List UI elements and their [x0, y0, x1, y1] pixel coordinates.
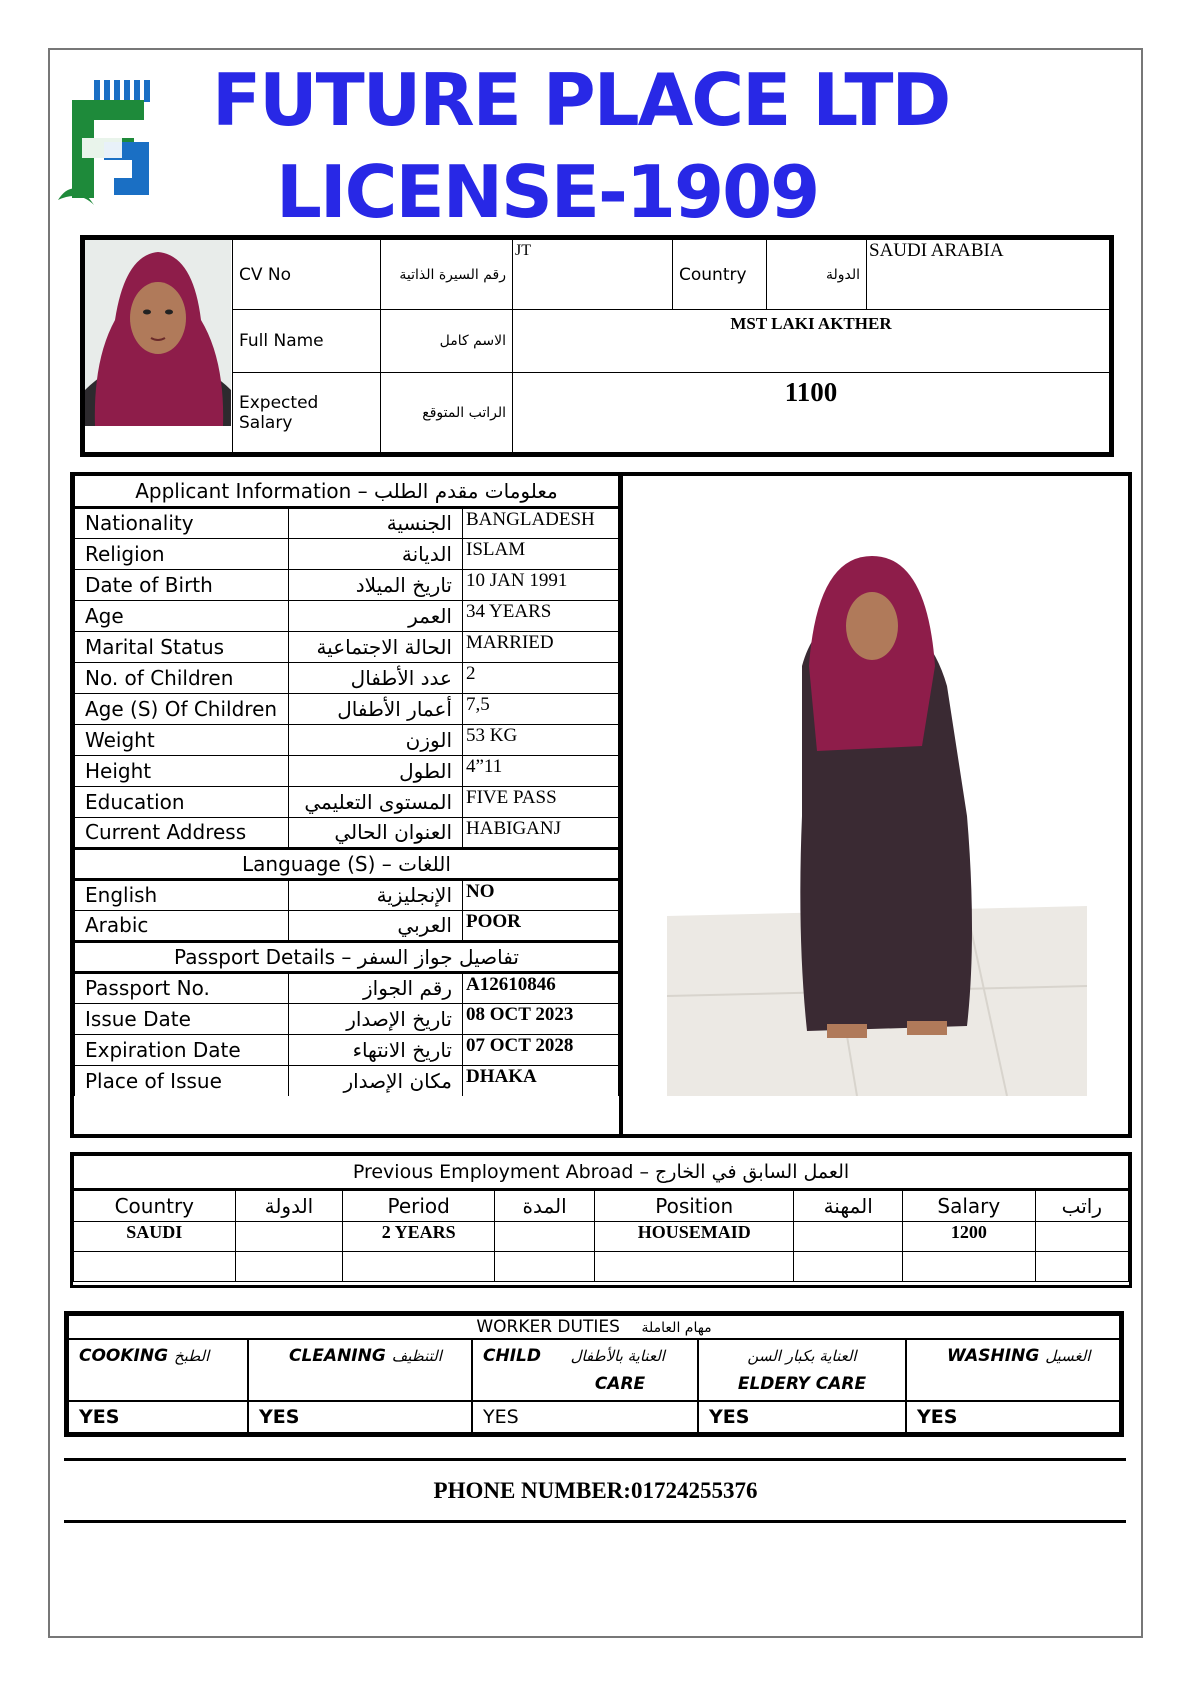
row-label-ar: رقم الجواز [289, 972, 463, 1003]
table-row [75, 786, 619, 817]
row-label: Date of Birth [75, 569, 289, 600]
row-label-ar: العمر [289, 600, 463, 631]
duty-label-ar: التنظيف [391, 1347, 442, 1365]
table-row [75, 755, 619, 786]
duty-label-ar: العناية بكبار السن [747, 1347, 857, 1365]
duty-label-ar: العناية بالأطفال [570, 1347, 665, 1365]
weight-value: 53 KG [463, 724, 619, 755]
company-logo-icon [54, 80, 164, 215]
table-row [75, 569, 619, 600]
row-label: No. of Children [75, 662, 289, 693]
table-row [75, 817, 619, 848]
column-divider [619, 476, 623, 1134]
divider-line [64, 1458, 1126, 1461]
row-label: Age (S) Of Children [75, 693, 289, 724]
applicant-info-heading: Applicant Information – معلومات مقدم الطلب [75, 476, 619, 507]
duty-cooking [68, 1339, 248, 1401]
applicant-info-box [70, 472, 1132, 1138]
divider-line [64, 1520, 1126, 1523]
child-care-value: YES [472, 1401, 698, 1433]
employment-heading: Previous Employment Abroad – العمل السابق في الخارج [74, 1156, 1129, 1190]
duty-label-ar: الغسيل [1045, 1347, 1091, 1365]
row-label-ar: الإنجليزية [289, 879, 463, 910]
employment-position: HOUSEMAID [595, 1222, 794, 1252]
row-label: Height [75, 755, 289, 786]
row-label-ar: العربي [289, 910, 463, 941]
cv-no-value: JT [513, 240, 673, 310]
row-label-ar: الوزن [289, 724, 463, 755]
row-label-ar: الطول [289, 755, 463, 786]
full-name-label-ar: الاسم كامل [381, 310, 513, 373]
table-row [75, 972, 619, 1003]
issue-date-value: 08 OCT 2023 [463, 1003, 619, 1034]
portrait-photo [85, 240, 233, 453]
row-label-ar: المستوى التعليمي [289, 786, 463, 817]
duty-washing [906, 1339, 1120, 1401]
expected-salary-label-ar: الراتب المتوقع [381, 373, 513, 453]
employment-period: 2 YEARS [343, 1222, 495, 1252]
table-row [74, 1222, 1129, 1252]
applicant-info-table [74, 476, 619, 1096]
cleaning-value: YES [248, 1401, 472, 1433]
cooking-value: YES [68, 1401, 248, 1433]
row-label: Issue Date [75, 1003, 289, 1034]
full-body-photo [667, 516, 1087, 1096]
row-label-ar: الحالة الاجتماعية [289, 631, 463, 662]
col-position: Position [595, 1190, 794, 1222]
table-row [75, 879, 619, 910]
phone-number: PHONE NUMBER:01724255376 [433, 1478, 758, 1503]
english-value: NO [463, 879, 619, 910]
cv-no-label-ar: رقم السيرة الذاتية [381, 240, 513, 310]
duty-label-ar: الطبخ [173, 1347, 210, 1365]
company-name: FUTURE PLACE LTD [212, 58, 950, 142]
duty-cleaning [248, 1339, 472, 1401]
washing-value: YES [906, 1401, 1120, 1433]
row-label-ar: العنوان الحالي [289, 817, 463, 848]
row-label: Religion [75, 538, 289, 569]
previous-employment-box [70, 1152, 1132, 1288]
nationality-value: BANGLADESH [463, 507, 619, 538]
col-period: Period [343, 1190, 495, 1222]
row-label: Weight [75, 724, 289, 755]
full-name-label: Full Name [233, 310, 381, 373]
duty-child-care [472, 1339, 698, 1401]
license-number: LICENSE-1909 [276, 150, 819, 234]
place-of-issue-value: DHAKA [463, 1065, 619, 1096]
row-label: Marital Status [75, 631, 289, 662]
table-row [75, 631, 619, 662]
duty-label: ELDERY CARE [737, 1374, 867, 1394]
col-salary: Salary [903, 1190, 1036, 1222]
col-position-ar: المهنة [794, 1190, 903, 1222]
row-label: English [75, 879, 289, 910]
row-label-ar: تاريخ الانتهاء [289, 1034, 463, 1065]
row-label-ar: مكان الإصدار [289, 1065, 463, 1096]
children-count-value: 2 [463, 662, 619, 693]
duty-label: WASHING [947, 1346, 1040, 1366]
employment-country: SAUDI [74, 1222, 236, 1252]
table-row [75, 693, 619, 724]
row-label-ar: الديانة [289, 538, 463, 569]
col-period-ar: المدة [495, 1190, 595, 1222]
table-row [75, 1065, 619, 1096]
col-country: Country [74, 1190, 236, 1222]
table-row [75, 1003, 619, 1034]
row-label: Expiration Date [75, 1034, 289, 1065]
duty-label: CLEANING [289, 1346, 386, 1366]
expected-salary-value: 1100 [513, 373, 1110, 453]
duty-label: CHILD [483, 1346, 541, 1366]
employment-salary: 1200 [903, 1222, 1036, 1252]
address-value: HABIGANJ [463, 817, 619, 848]
table-row [75, 538, 619, 569]
languages-heading: Language (S) – اللغات [75, 848, 619, 879]
religion-value: ISLAM [463, 538, 619, 569]
marital-status-value: MARRIED [463, 631, 619, 662]
duty-label-line2: CARE [594, 1374, 646, 1394]
arabic-value: POOR [463, 910, 619, 941]
row-label: Current Address [75, 817, 289, 848]
table-row [75, 600, 619, 631]
country-label-ar: الدولة [767, 240, 867, 310]
table-row [75, 662, 619, 693]
full-name-value: MST LAKI AKTHER [513, 310, 1110, 373]
row-label-ar: تاريخ الإصدار [289, 1003, 463, 1034]
row-label: Arabic [75, 910, 289, 941]
expiration-date-value: 07 OCT 2028 [463, 1034, 619, 1065]
table-row [75, 1034, 619, 1065]
table-row [74, 1252, 1129, 1282]
children-ages-value: 7,5 [463, 693, 619, 724]
passport-heading: Passport Details – تفاصيل جواز السفر [75, 941, 619, 972]
table-row [75, 507, 619, 538]
age-value: 34 YEARS [463, 600, 619, 631]
duty-label: COOKING [79, 1346, 169, 1366]
row-label: Passport No. [75, 972, 289, 1003]
row-label: Education [75, 786, 289, 817]
passport-no-value: A12610846 [463, 972, 619, 1003]
row-label-ar: الجنسية [289, 507, 463, 538]
row-label: Place of Issue [75, 1065, 289, 1096]
duties-heading-ar: مهام العاملة [641, 1320, 712, 1336]
country-value: SAUDI ARABIA [867, 240, 1110, 310]
country-label: Country [673, 240, 767, 310]
duties-heading-en: WORKER DUTIES [476, 1317, 620, 1337]
row-label: Age [75, 600, 289, 631]
education-value: FIVE PASS [463, 786, 619, 817]
portrait-image [85, 240, 231, 426]
col-country-ar: الدولة [235, 1190, 343, 1222]
col-salary-ar: راتب [1035, 1190, 1128, 1222]
table-row [75, 910, 619, 941]
worker-duties-box [64, 1311, 1124, 1437]
row-label: Nationality [75, 507, 289, 538]
elderly-care-value: YES [698, 1401, 906, 1433]
worker-duties-heading [68, 1315, 1120, 1339]
cv-no-label: CV No [233, 240, 381, 310]
duty-elderly-care [698, 1339, 906, 1401]
dob-value: 10 JAN 1991 [463, 569, 619, 600]
row-label-ar: تاريخ الميلاد [289, 569, 463, 600]
expected-salary-label: Expected Salary [233, 373, 381, 453]
cv-summary-box [80, 235, 1114, 457]
row-label-ar: عدد الأطفال [289, 662, 463, 693]
height-value: 4”11 [463, 755, 619, 786]
table-row [75, 724, 619, 755]
row-label-ar: أعمار الأطفال [289, 693, 463, 724]
